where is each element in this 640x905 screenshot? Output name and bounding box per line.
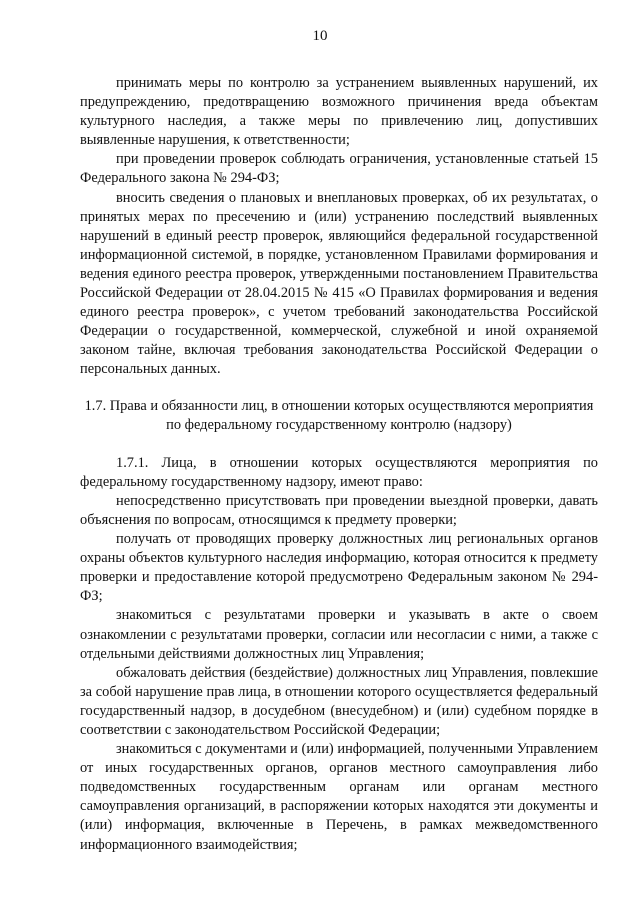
paragraph-right-review-results: знакомиться с результатами проверки и указывать в акте о своем ознакомлении с результатами проверки, согласии или несогласии с ними, а также с отдельными действиями должностных лиц Управления;	[80, 607, 598, 662]
paragraph-right-attend: непосредственно присутствовать при проведении выездной проверки, давать объяснения по вопросам, относящимся к предмету проверки;	[80, 492, 598, 528]
page-number: 10	[312, 28, 328, 44]
section-heading: 1.7. Права и обязанности лиц, в отношении которых осуществляются мероприятия по федеральному государственному контролю (надзору)	[84, 397, 594, 433]
paragraph-control-measures: принимать меры по контролю за устранением выявленных нарушений, их предупреждению, предотвращению возможного причинения вреда объектам культурного наследия, а также меры по привлечению лиц, допустивших выявленные нарушения, к ответственности;	[80, 75, 598, 149]
paragraph-registry-entry: вносить сведения о плановых и внеплановых проверках, об их результатах, о принятых мерах по пресечению и (или) устранению последствий выявленных нарушений в единый реестр проверок, являющийся федеральной государственной информационной системой, в порядке, установленном Правилами формирования и ведения единого реестра проверок, утвержденными постановлением Правительства Российской Федерации от 28.04.2015 № 415 «О Правилах формирования и ведения единого реестра проверок», с учетом требований законодательства Российской Федерации о государственной, коммерческой, служебной и иной охраняемой законом тайне, включая требования законодательства Российской Федерации о персональных данных.	[80, 189, 598, 378]
paragraph-rights-intro: 1.7.1. Лица, в отношении которых осуществляются мероприятия по федеральному государственному надзору, имеют право:	[80, 454, 598, 490]
paragraph-inspection-restrictions: при проведении проверок соблюдать ограничения, установленные статьей 15 Федерального закона № 294-ФЗ;	[80, 151, 598, 187]
paragraph-right-appeal: обжаловать действия (бездействие) должностных лиц Управления, повлекшие за собой нарушение прав лица, в отношении которого осуществляется федеральный государственный надзор, в досудебном (внесудебном) и (или) судебном порядке в соответствии с законодательством Российской Федерации;	[80, 664, 598, 738]
paragraph-right-information: получать от проводящих проверку должностных лиц региональных органов охраны объектов культурного наследия информацию, которая относится к предмету проверки и предоставление которой предусмотрено Федеральным законом № 294-ФЗ;	[80, 531, 598, 605]
paragraph-right-documents: знакомиться с документами и (или) информацией, полученными Управлением от иных государственных органов, органов местного самоуправления либо подведомственных государственным органам или органам местного самоуправления организаций, в распоряжении которых находятся эти документы и (или) информация, включенные в Перечень, в рамках межведомственного информационного взаимодействия;	[80, 741, 598, 853]
document-body	[80, 74, 598, 855]
